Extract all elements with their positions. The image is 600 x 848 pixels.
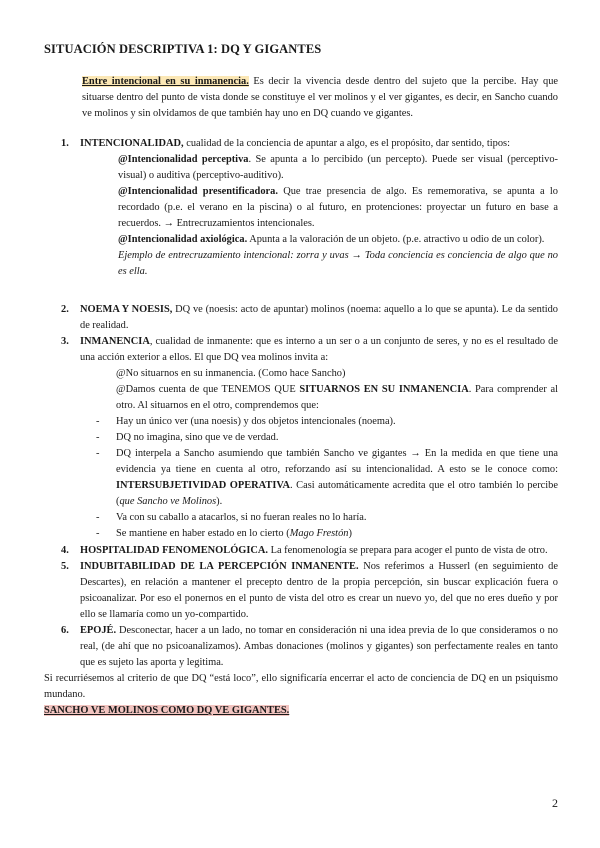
page-title: SITUACIÓN DESCRIPTIVA 1: DQ Y GIGANTES — [44, 42, 322, 56]
sub-item — [44, 366, 558, 382]
item-number: 6. — [61, 625, 69, 636]
item-1 — [44, 136, 558, 152]
page-number: 2 — [552, 796, 558, 810]
final-highlight: SANCHO VE MOLINOS COMO DQ VE GIGANTES. — [44, 705, 290, 716]
item-text: , cualidad de inmanente: que es interno a un ser o a un conjunto de seres, y no es el resultado de una acción exterior a ellos. El que DQ vea molinos invita a: — [80, 336, 558, 363]
sub-text: Apunta a la valoración de un objeto. (p.e. atractivo u odio de un color). — [247, 234, 545, 245]
dash-italic: Mago Frestón — [289, 528, 349, 539]
dash-text: DQ interpela a Sancho asumiendo que también Sancho ve gigantes → En la medida en que tiene una evidencia ya tiene en cuenta al otro, reforzando así su intencionalidad. A esto se le conoce como: — [116, 448, 558, 475]
dash-text: Va con su caballo a atacarlos, si no fueran reales no lo haría. — [116, 512, 367, 523]
sub-text: . Para comprender al otro. Al situarnos en el otro, comprendemos que: — [116, 384, 558, 411]
item-number: 5. — [61, 561, 69, 572]
sub-lead: @Intencionalidad perceptiva — [118, 154, 249, 165]
intro-paragraph — [82, 74, 558, 122]
item-3 — [44, 334, 558, 366]
item-lead: INMANENCIA — [80, 336, 150, 347]
dash-text: DQ no imagina, sino que ve de verdad. — [116, 432, 279, 443]
example-italic: Ejemplo de entrecruzamiento intencional: zorra y uvas → Toda conciencia es conciencia de algo que no es ella. — [118, 250, 558, 277]
sub-item — [44, 382, 558, 414]
sub-item — [44, 184, 558, 232]
final-statement — [44, 703, 558, 719]
example-text — [44, 248, 558, 280]
dash-item: - DQ no imagina, sino que ve de verdad. — [96, 432, 279, 443]
section-1 — [44, 136, 558, 280]
sub-lead: @Intencionalidad presentificadora. — [118, 186, 278, 197]
item-number: 1. — [61, 138, 69, 149]
closing-paragraph: Si recurriésemos al criterio de que DQ “está loco”, ello significaría encerrar el acto de conciencia de DQ en un psiquismo mundano. — [44, 673, 558, 700]
dash-bold: INTERSUBJETIVIDAD OPERATIVA — [116, 480, 291, 491]
item-number: 3. — [61, 336, 69, 347]
section-2-3 — [44, 302, 558, 542]
dash-text: ). — [216, 496, 223, 507]
dash-item: - DQ interpela a Sancho asumiendo que también Sancho ve gigantes → En la medida en que tiene una evidencia ya tiene en cuenta al otro, reforzando así su intencionalidad. A esto se le conoce como: INTERSUBJETIVIDAD OPERATIVA. Casi automáticamente acredita que el otro también lo percibe (que Sancho ve Molinos). — [96, 448, 558, 507]
dash-text: Se mantiene en haber estado en lo cierto ( — [116, 528, 290, 539]
item-text: La fenomenología se prepara para acoger el punto de vista de otro. — [268, 545, 548, 556]
sub-text: Que trae presencia de algo. Es rememorativa, se apunta a lo recordado (p.e. el verano en la piscina) o al futuro, en protenciones: proyectar un futuro en base a recuerdos. → Entrecruzamientos intencionales. — [118, 186, 558, 229]
intro-highlight: Entre intencional en su inmanencia. — [82, 76, 249, 87]
sub-lead: @Intencionalidad axiológica. — [118, 234, 248, 245]
sub-item — [44, 232, 558, 248]
item-text: cualidad de la conciencia de apuntar a algo, es el propósito, dar sentido, tipos: — [183, 138, 510, 149]
item-text: Nos referimos a Husserl (en seguimiento de Descartes), en relación a mantener el precepto dentro de la propia percepción, sin buscar explicación fuera o psicoanalizar. Por eso el ponernos en el punto de vista del otro es crear un nuevo yo, del que no eres dueño y por ello se llamaría como un yo-compartido. — [80, 561, 558, 620]
sub-text: . Se apunta a lo percibido (un percepto). Puede ser visual (perceptivo-visual) o auditiva (perceptivo-auditivo). — [118, 154, 559, 181]
item-text: DQ ve (noesis: acto de apuntar) molinos (noema: aquello a lo que se apunta). Le da sentido de realidad. — [80, 304, 558, 331]
sub-bold: SITUARNOS EN SU INMANENCIA — [299, 384, 469, 395]
item-lead: INTENCIONALIDAD, — [80, 138, 184, 149]
section-4-6 — [44, 543, 558, 719]
dash-text: . Casi automáticamente acredita que el otro también lo percibe ( — [116, 480, 558, 507]
item-4 — [44, 543, 558, 559]
item-5 — [44, 559, 558, 623]
item-lead: HOSPITALIDAD FENOMENOLÓGICA. — [80, 545, 269, 556]
item-6 — [44, 623, 558, 671]
dash-text: ) — [348, 528, 352, 539]
dash-italic: que Sancho ve Molinos — [119, 496, 217, 507]
item-number: 2. — [61, 304, 69, 315]
item-2 — [44, 302, 558, 334]
item-lead: EPOJÉ. — [80, 625, 117, 636]
dash-item: - Va con su caballo a atacarlos, si no fueran reales no lo haría. — [96, 512, 367, 523]
intro-text: Es decir la vivencia desde dentro del sujeto que la percibe. Hay que situarse dentro del punto de vista donde se constituye el ver molinos y el ver gigantes, es decir, en Sancho cuando ve molinos y sin olvidamos de que también hay uno en DQ cuando ve gigantes. — [82, 76, 559, 119]
item-lead: INDUBITABILIDAD DE LA PERCEPCIÓN INMANENTE. — [80, 561, 359, 572]
item-text: Desconectar, hacer a un lado, no tomar en consideración ni una idea previa de lo que consideramos o no real, (de ahí que no psicoanalizamos). Ambas donaciones (molinos y gigantes) son perfectamente reales en tanto que es sujeto las aporta y legitima. — [80, 625, 558, 668]
item-number: 4. — [61, 545, 69, 556]
sub-text: @No situarnos en su inmanencia. (Como hace Sancho) — [116, 368, 346, 379]
item-lead: NOEMA Y NOESIS, — [80, 304, 173, 315]
dash-text: Hay un único ver (una noesis) y dos objetos intencionales (noema). — [116, 416, 396, 427]
dash-item: - Hay un único ver (una noesis) y dos objetos intencionales (noema). — [96, 416, 396, 427]
sub-text: @Damos cuenta de que TENEMOS QUE — [116, 384, 300, 395]
sub-item — [44, 152, 558, 184]
dash-item: - Se mantiene en haber estado en lo cierto (Mago Frestón) — [96, 528, 352, 539]
